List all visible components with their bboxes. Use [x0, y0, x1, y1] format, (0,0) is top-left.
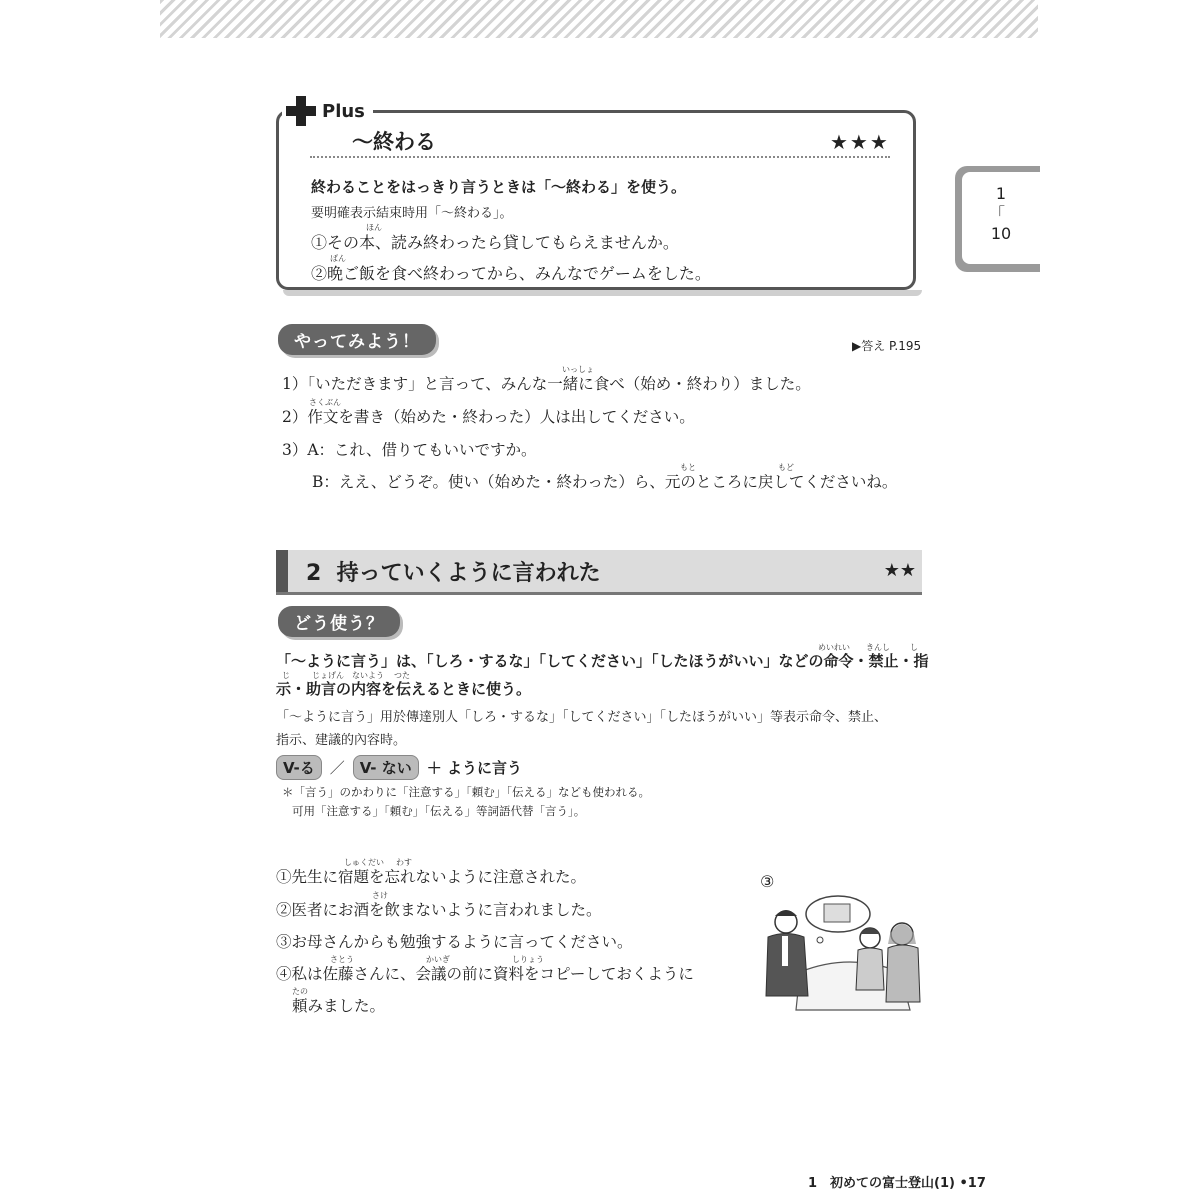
- plus-title: ～終わる: [352, 130, 436, 154]
- header-hatch-band: [160, 0, 1038, 38]
- plus-cross-icon: [286, 96, 316, 126]
- practice-q3a: 3）A：これ、借りてもいいですか。: [282, 441, 537, 459]
- form-v-ru: V-る: [276, 755, 322, 780]
- usage-zh-2: 指示、建議的內容時。: [276, 733, 407, 748]
- chapter-tab-bottom: 10: [990, 224, 1012, 243]
- ruby: じょげん: [312, 671, 344, 680]
- ruby: つた: [394, 671, 410, 680]
- ruby: ほん: [366, 223, 382, 232]
- ruby: しゅくだい: [344, 858, 384, 867]
- ruby: しりょう: [512, 955, 544, 964]
- ruby: さとう: [330, 955, 354, 964]
- example-3: ③お母さんからも勉強するように言ってください。: [276, 933, 633, 951]
- illustration-label: ③: [760, 872, 775, 891]
- ruby: し: [910, 643, 918, 652]
- ruby: さくぶん: [309, 398, 341, 407]
- practice-header: やってみよう！: [278, 324, 436, 355]
- section-number: 2: [306, 561, 322, 586]
- section-stars: ★★: [883, 560, 916, 581]
- usage-zh-1: 「～ように言う」用於傳達別人「しろ・するな」「してください」「したほうがいい」等表示命令、禁止、: [276, 710, 888, 725]
- plus-label: [282, 96, 373, 126]
- ruby: きんし: [866, 643, 890, 652]
- example-2: ②医者にお酒を飲まないように言われました。: [276, 901, 602, 919]
- plus-example-1: ①その本、読み終わったら貸してもらえませんか。: [311, 233, 679, 252]
- usage-desc-2: 示・助言の内容を伝えるときに使う。: [276, 680, 532, 698]
- practice-q3b: B：ええ、どうぞ。使い（始めた・終わった）ら、元のところに戻してくださいね。: [312, 473, 898, 491]
- ruby: かいぎ: [426, 955, 450, 964]
- form-slash: ／: [329, 759, 345, 777]
- section-title: [306, 556, 601, 587]
- chapter-tab-label: [962, 172, 1040, 264]
- ruby: もと: [680, 463, 696, 472]
- chapter-tab-top: 1: [995, 184, 1007, 203]
- ruby: わす: [396, 858, 412, 867]
- form-plus: ＋ ように言う: [426, 759, 522, 777]
- example-1: ①先生に宿題を忘れないように注意された。: [276, 868, 587, 886]
- ruby: いっしょ: [562, 365, 594, 374]
- page-footer: 1 初めての富士登山(1) •17: [808, 1176, 986, 1191]
- ruby: たの: [292, 987, 308, 996]
- form-pattern: [276, 755, 522, 780]
- chapter-tab-mid: ｢: [996, 204, 1005, 223]
- usage-desc-1: 「～ように言う」は、「しろ・するな」「してください」「したほうがいい」などの命令・禁止・指: [276, 652, 929, 670]
- note-1: ＊「言う」のかわりに「注意する」「頼む」「伝える」なども使われる。: [282, 785, 650, 799]
- ruby: じ: [282, 671, 290, 680]
- note-2: 可用「注意する」「頼む」「伝える」等詞語代替「言う」。: [292, 804, 586, 818]
- ruby: もど: [778, 463, 794, 472]
- plus-label-text: Plus: [322, 100, 365, 122]
- plus-stars: ★★★: [830, 130, 890, 154]
- illustration: [760, 892, 925, 1014]
- ruby: ばん: [330, 254, 346, 263]
- example-4b: 頼みました。: [292, 997, 386, 1015]
- section-header: [276, 550, 922, 595]
- section-title-text: 持っていくように言われた: [336, 561, 601, 586]
- ruby: めいれい: [818, 643, 850, 652]
- section-header-bar: [276, 550, 288, 592]
- example-4a: ④私は佐藤さんに、会議の前に資料をコピーしておくように: [276, 965, 694, 983]
- practice-q1: 1）「いただきます」と言って、みんな一緒に食べ（始め・終わり）ました。: [282, 375, 811, 393]
- plus-example-2: ②晩ご飯を食べ終わってから、みんなでゲームをした。: [311, 264, 711, 283]
- plus-rule-ja: 終わることをはっきり言うときは「～終わる」を使う。: [311, 178, 687, 196]
- practice-q2: 2）作文を書き（始めた・終わった）人は出してください。: [282, 408, 695, 426]
- plus-divider: [310, 156, 890, 158]
- ruby: さけ: [372, 891, 388, 900]
- plus-rule-zh: 要明確表示結束時用「～終わる」。: [311, 206, 513, 221]
- howto-header: どう使う？: [278, 606, 400, 637]
- answer-reference: ▶答え P.195: [852, 339, 922, 353]
- ruby: ないよう: [352, 671, 384, 680]
- form-v-nai: V- ない: [353, 755, 419, 780]
